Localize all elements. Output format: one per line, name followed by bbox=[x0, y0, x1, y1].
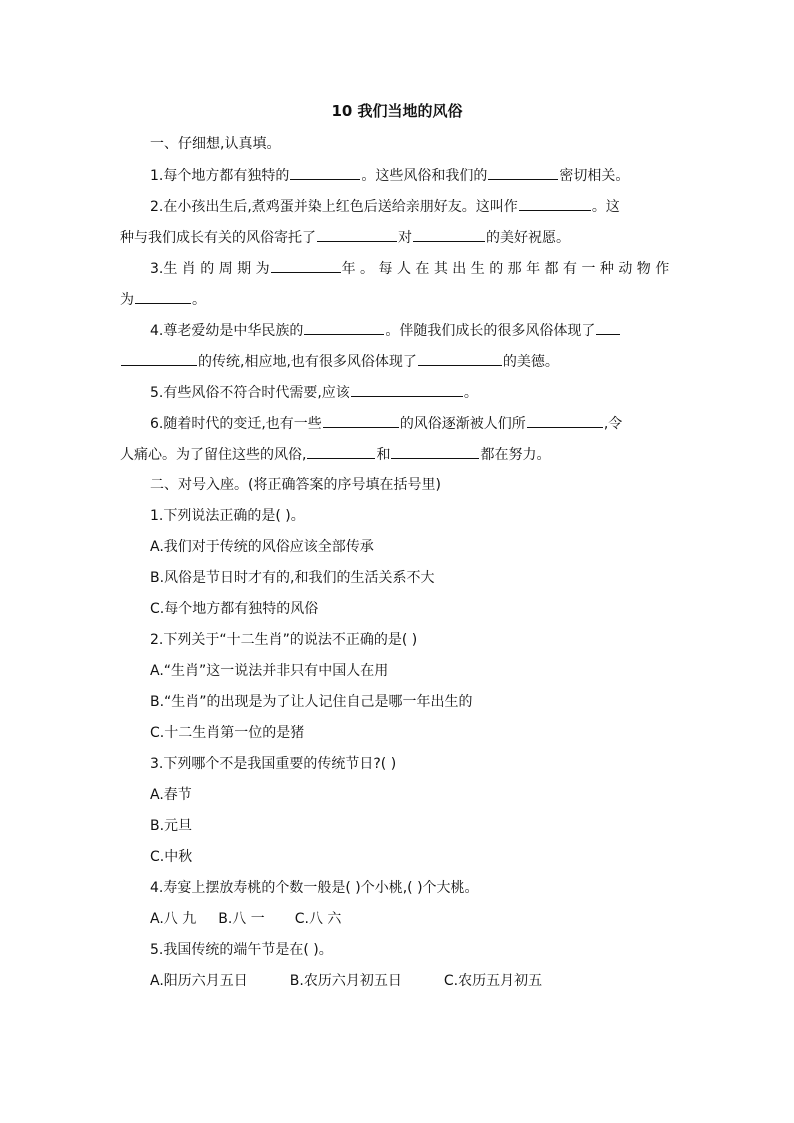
s2-q1-option-a[interactable]: A.我们对于传统的风俗应该全部传承 bbox=[150, 539, 374, 555]
s2-q1-option-b[interactable]: B.风俗是节日时才有的,和我们的生活关系不大 bbox=[150, 570, 435, 586]
answer-blank[interactable] bbox=[290, 165, 360, 180]
section1-heading: 一、仔细想,认真填。 bbox=[150, 136, 281, 152]
s2-q4-option-b[interactable]: B.八 一 bbox=[218, 911, 265, 927]
answer-blank[interactable] bbox=[121, 351, 197, 366]
s2-q4-option-c[interactable]: C.八 六 bbox=[294, 911, 342, 927]
answer-blank[interactable] bbox=[323, 413, 399, 428]
s2-q3-option-c[interactable]: C.中秋 bbox=[150, 849, 193, 865]
s1-q4-line1: 4.尊老爱幼是中华民族的 。伴随我们成长的很多风俗体现了 bbox=[120, 320, 676, 341]
s2-q1-stem: 1.下列说法正确的是( )。 bbox=[150, 508, 305, 524]
s1-q3-line1: 3.生 肖 的 周 期 为 年 。 每 人 在 其 出 生 的 那 年 都 有 一 种 动 物 作 bbox=[120, 258, 676, 279]
s2-q2-option-a[interactable]: A.“生肖”这一说法并非只有中国人在用 bbox=[150, 663, 389, 679]
s2-q2-option-c[interactable]: C.十二生肖第一位的是猪 bbox=[150, 725, 305, 741]
s2-q5-option-a[interactable]: A.阳历六月五日 bbox=[150, 973, 248, 989]
s2-q3-option-a[interactable]: A.春节 bbox=[150, 787, 192, 803]
answer-blank[interactable] bbox=[135, 289, 191, 304]
s2-q3-stem: 3.下列哪个不是我国重要的传统节日?( ) bbox=[150, 756, 397, 772]
answer-blank[interactable] bbox=[519, 196, 591, 211]
s2-q2-stem: 2.下列关于“十二生肖”的说法不正确的是( ) bbox=[150, 632, 418, 648]
s1-q2-line2: 种与我们成长有关的风俗寄托了 对 的美好祝愿。 bbox=[120, 227, 676, 248]
s2-q5-stem: 5.我国传统的端午节是在( )。 bbox=[150, 942, 333, 958]
answer-blank[interactable] bbox=[418, 351, 502, 366]
s2-q5-options bbox=[120, 971, 676, 991]
s2-q4-options bbox=[120, 909, 676, 929]
page-title: 10 我们当地的风俗 bbox=[331, 102, 463, 120]
answer-blank[interactable] bbox=[413, 227, 485, 242]
s2-q4-option-a[interactable]: A.八 九 bbox=[150, 911, 197, 927]
answer-blank[interactable] bbox=[304, 320, 384, 335]
s2-q3-option-b[interactable]: B.元旦 bbox=[150, 818, 193, 834]
answer-blank[interactable] bbox=[317, 227, 397, 242]
answer-blank[interactable] bbox=[351, 382, 463, 397]
answer-blank[interactable] bbox=[488, 165, 558, 180]
s1-q6-line2: 人痛心。为了留住这些的风俗, 和 都在努力。 bbox=[120, 444, 676, 465]
s1-q6-line1: 6.随着时代的变迁,也有一些 的风俗逐渐被人们所 ,令 bbox=[120, 413, 676, 434]
answer-blank[interactable] bbox=[307, 444, 375, 459]
answer-blank[interactable] bbox=[527, 413, 603, 428]
s1-q2-line1: 2.在小孩出生后,煮鸡蛋并染上红色后送给亲朋好友。这叫作 。这 bbox=[120, 196, 676, 217]
section2-heading: 二、对号入座。(将正确答案的序号填在括号里) bbox=[150, 477, 441, 493]
s2-q5-option-c[interactable]: C.农历五月初五 bbox=[443, 973, 543, 989]
answer-blank[interactable] bbox=[391, 444, 479, 459]
s2-q5-option-b[interactable]: B.农历六月初五日 bbox=[289, 973, 402, 989]
s2-q4-stem: 4.寿宴上摆放寿桃的个数一般是( )个小桃,( )个大桃。 bbox=[150, 880, 479, 896]
answer-blank[interactable] bbox=[596, 320, 620, 335]
s1-q3-line2: 为 。 bbox=[120, 289, 676, 310]
answer-blank[interactable] bbox=[271, 258, 341, 273]
s1-q4-line2: 的传统,相应地,也有很多风俗体现了 的美德。 bbox=[120, 351, 676, 372]
s1-q5: 5.有些风俗不符合时代需要,应该 。 bbox=[120, 382, 676, 403]
s2-q1-option-c[interactable]: C.每个地方都有独特的风俗 bbox=[150, 601, 319, 617]
s2-q2-option-b[interactable]: B.“生肖”的出现是为了让人记住自己是哪一年出生的 bbox=[150, 694, 473, 710]
s1-q1: 1.每个地方都有独特的 。这些风俗和我们的 密切相关。 bbox=[120, 165, 676, 186]
